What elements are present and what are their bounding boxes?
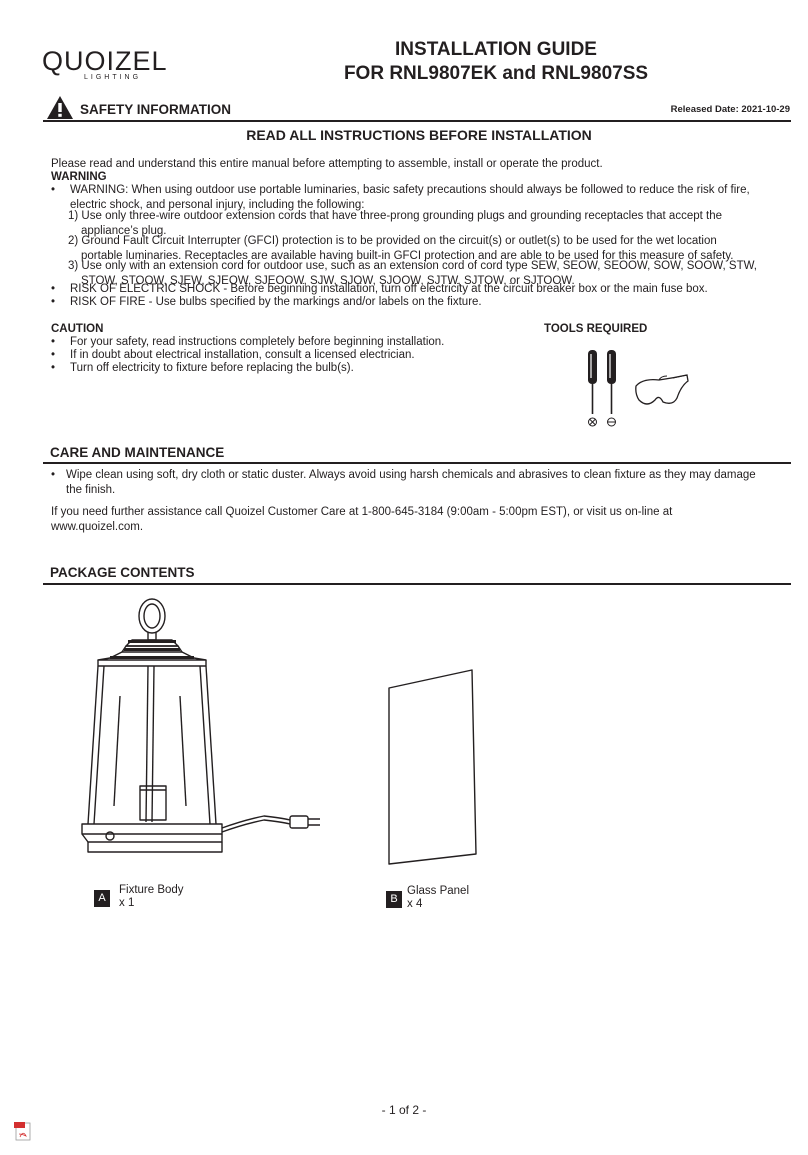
fixture-body-illustration [68,596,328,868]
safety-glasses-icon [633,372,691,410]
intro-text: Please read and understand this entire manual before attempting to assemble, install or operate the product. [51,158,603,170]
brand-name: QUOIZEL [42,46,168,76]
warning-label: WARNING [51,171,107,183]
screwdrivers-icon [580,348,620,430]
read-all-instructions: READ ALL INSTRUCTIONS BEFORE INSTALLATION [246,127,592,143]
item-b-label: Glass Panel x 4 [407,885,470,910]
title-line-2: FOR RNL9807EK and RNL9807SS [343,63,649,84]
item-a-label: Fixture Body x 1 [119,884,184,909]
item-letter-b: B [386,891,402,908]
warning-bullet-l2: electric shock, and personal injury, including the following: [70,198,365,211]
warning-triangle-icon [46,95,74,120]
customer-care-text: If you need further assistance call Quoizel Customer Care at 1-800-645-3184 (9:00am - 5:00pm EST), or visit us on-line at www.quoizel.com. [51,506,673,533]
quoizel-logo [42,46,192,86]
title-line-1: INSTALLATION GUIDE [395,39,597,60]
divider [43,462,791,464]
numbered-item-1: 1) Use only three-wire outdoor extension cords that have three-prong grounding plugs and grounding receptacles that accept the appliance’s plug. [68,210,722,237]
safety-heading: SAFETY INFORMATION [80,102,231,117]
brand-sub: LIGHTING [84,74,142,81]
numbered-item-3: 3) Use only with an extension cord for outdoor use, such as an extension cord of cord type SEW, SEOW, SEOOW, SOW, SOOW, STW, STOW, STOOW, SJEW, SJEOW, SJEOOW, SJW, SJOW, SJOOW, SJTW, SJTOW, or SJTOOW. [68,260,758,287]
tools-required-label: TOOLS REQUIRED [544,323,648,335]
document-title [300,38,692,86]
care-heading: CARE AND MAINTENANCE [50,445,225,460]
released-date: Released Date: 2021-10-29 [670,104,790,115]
item-letter-a: A [94,890,110,907]
divider [43,583,791,585]
divider [43,120,791,122]
pdf-icon [14,1120,34,1142]
caution-label: CAUTION [51,323,104,335]
warning-bullet-l1: WARNING: When using outdoor use portable luminaries, basic safety precautions should always be followed to reduce the risk of fire, [70,184,750,196]
numbered-item-2: 2) Ground Fault Circuit Interrupter (GFCI) protection is to be provided on the circuit(s) or outlet(s) to be used for the wet location portable luminaries. Receptacles are available having built-in GFCI protection and are able to be used for this measure of safety. [68,235,734,262]
package-heading: PACKAGE CONTENTS [50,565,195,580]
glass-panel-illustration [386,668,481,866]
page-number: - 1 of 2 - [381,1103,427,1117]
